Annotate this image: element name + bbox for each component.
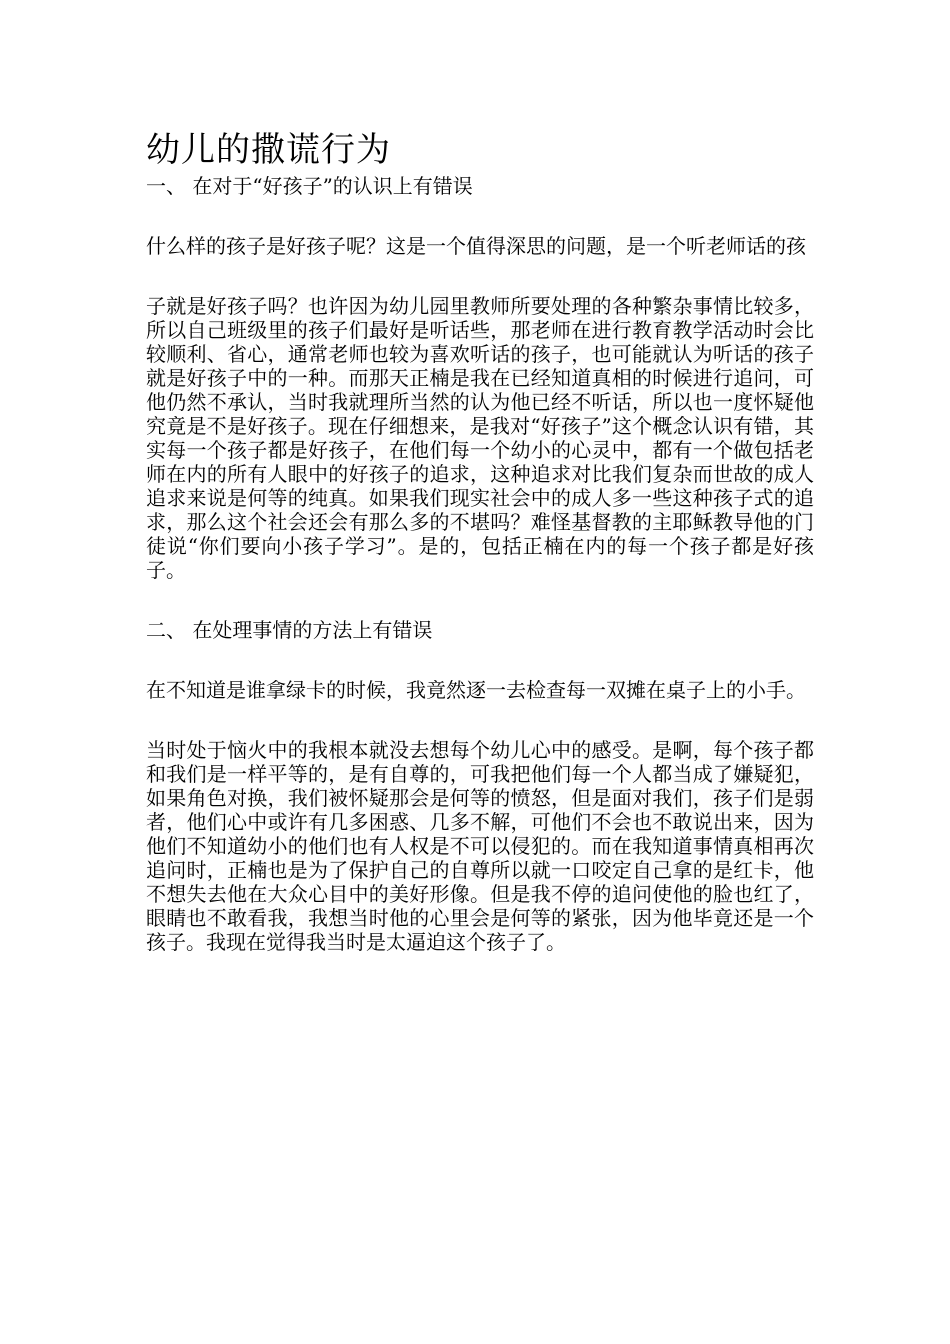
paragraph-4: 当时处于恼火中的我根本就没去想每个幼儿心中的感受。是啊，每个孩子都和我们是一样平等的，是有自尊的，可我把他们每一个人都当成了嫌疑犯，如果角色对换，我们被怀疑那会是何等的愤怒，但是面对我们，孩子们是弱者，他们心中或许有几多困惑、几多不解，可他们不会也不敢说出来，因为他们不知道幼小的他们也有人权是不可以侵犯的。而在我知道事情真相再次追问时，正楠也是为了保护自己的自尊所以就一口咬定自己拿的是红卡，他不想失去他在大众心目中的美好形像。但是我不停的追问使他的脸也红了，眼睛也不敢看我，我想当时他的心里会是何等的紧张，因为他毕竟还是一个孩子。我现在觉得我当时是太逼迫这个孩子了。 — [146, 738, 814, 954]
spacer — [146, 582, 814, 618]
paragraph-3: 在不知道是谁拿绿卡的时候，我竟然逐一去检查每一双摊在桌子上的小手。 — [146, 678, 806, 702]
document-title: 幼儿的撒谎行为 — [146, 130, 391, 170]
spacer — [146, 198, 814, 234]
spacer — [146, 258, 814, 294]
section-1-heading: 一、 在对于“好孩子”的认识上有错误 — [146, 174, 473, 198]
paragraph-1: 什么样的孩子是好孩子呢？这是一个值得深思的问题，是一个听老师话的孩 — [146, 234, 806, 258]
spacer — [146, 642, 814, 678]
paragraph-2: 子就是好孩子吗？也许因为幼儿园里教师所要处理的各种繁杂事情比较多，所以自己班级里的孩子们最好是听话些，那老师在进行教育教学活动时会比较顺利、省心，通常老师也较为喜欢听话的孩子，也可能就认为听话的孩子就是好孩子中的一种。而那天正楠是我在已经知道真相的时候进行追问，可他仍然不承认，当时我就理所当然的认为他已经不听话，所以也一度怀疑他究竟是不是好孩子。现在仔细想来，是我对“好孩子”这个概念认识有错，其实每一个孩子都是好孩子，在他们每一个幼小的心灵中，都有一个做包括老师在内的所有人眼中的好孩子的追求，这种追求对比我们复杂而世故的成人追求来说是何等的纯真。如果我们现实社会中的成人多一些这种孩子式的追求，那么这个社会还会有那么多的不堪吗？难怪基督教的主耶稣教导他的门徒说“你们要向小孩子学习”。是的，包括正楠在内的每一个孩子都是好孩子。 — [146, 294, 814, 582]
section-2-heading: 二、 在处理事情的方法上有错误 — [146, 618, 433, 642]
spacer — [146, 702, 814, 738]
document-page — [146, 126, 814, 954]
